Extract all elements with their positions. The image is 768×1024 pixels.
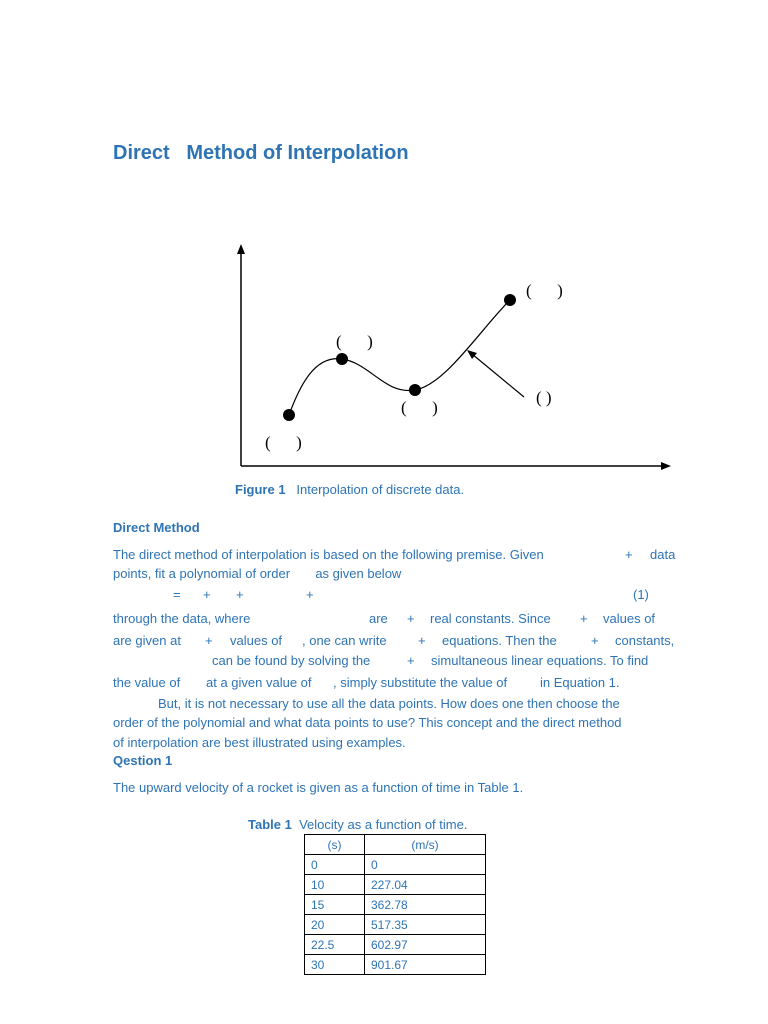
question-text: The upward velocity of a rocket is given as a function of time in Table 1. (113, 780, 524, 795)
cell-velocity: 362.78 (365, 895, 486, 915)
para-line5-a: are given at (113, 633, 181, 648)
table-row (305, 875, 486, 895)
cell-time: 20 (305, 915, 365, 935)
velocity-table (304, 834, 486, 975)
para-line5-e: + (418, 633, 426, 648)
section-heading: Direct Method (113, 520, 200, 535)
header-velocity: (m/s) (365, 835, 486, 855)
eq-op-4: + (306, 587, 314, 602)
table-row (305, 915, 486, 935)
point-label-2: ( ) (336, 332, 373, 351)
page-title: Direct Method of Interpolation (113, 142, 409, 164)
x-axis-arrowhead (661, 462, 671, 470)
para-line9: order of the polynomial and what data points to use? This concept and the direct method (113, 715, 622, 730)
table-row (305, 935, 486, 955)
data-point (336, 353, 348, 365)
eq-op-1: = (173, 587, 181, 602)
para-line6-a: can be found by solving the (212, 653, 371, 668)
para-line1-a: The direct method of interpolation is based on the following premise. Given (113, 547, 544, 562)
eq-op-2: + (203, 587, 211, 602)
cell-time: 30 (305, 955, 365, 975)
pointer-arrow (472, 354, 524, 397)
para-line7-c: , simply substitute the value of (333, 675, 508, 690)
para-line5-d: , one can write (302, 633, 387, 648)
para-line5-h: constants, (615, 633, 675, 648)
arrow-label: ( ) (536, 388, 552, 407)
cell-time: 0 (305, 855, 365, 875)
cell-time: 22.5 (305, 935, 365, 955)
cell-time: 15 (305, 895, 365, 915)
para-line5-b: + (205, 633, 213, 648)
table-caption-text: Velocity as a function of time. (299, 817, 468, 832)
para-line4-f: values of (603, 611, 656, 626)
para-line6-c: simultaneous linear equations. To find (431, 653, 649, 668)
para-line4-a: through the data, where (113, 611, 251, 626)
eq-op-3: + (236, 587, 244, 602)
figure-caption-text: Interpolation of discrete data. (296, 482, 465, 497)
y-axis-arrowhead (237, 244, 245, 254)
equation-number: (1) (633, 587, 649, 602)
para-line5-c: values of (230, 633, 283, 648)
para-line7-a: the value of (113, 675, 181, 690)
para-line4-c: + (407, 611, 415, 626)
point-label-4: ( ) (526, 281, 563, 300)
data-point (409, 384, 421, 396)
cell-velocity: 517.35 (365, 915, 486, 935)
table-caption (248, 817, 467, 832)
table-row (305, 895, 486, 915)
para-line7-d: in Equation 1. (540, 675, 620, 690)
table-header-row (305, 835, 486, 855)
table-row (305, 955, 486, 975)
para-line1-c: data (650, 547, 676, 562)
table-row (305, 855, 486, 875)
para-line5-g: + (591, 633, 599, 648)
point-label-1: ( ) (265, 433, 302, 452)
para-line10: of interpolation are best illustrated using examples. (113, 735, 406, 750)
para-line4-e: + (580, 611, 588, 626)
data-point (283, 409, 295, 421)
question-heading: Qestion 1 (113, 753, 173, 768)
cell-velocity: 0 (365, 855, 486, 875)
cell-time: 10 (305, 875, 365, 895)
para-line8: But, it is not necessary to use all the data points. How does one then choose the (158, 696, 620, 711)
point-label-3: ( ) (401, 398, 438, 417)
para-line6-b: + (407, 653, 415, 668)
cell-velocity: 227.04 (365, 875, 486, 895)
figure-caption (235, 482, 464, 497)
para-line4-d: real constants. Since (430, 611, 551, 626)
para-line5-f: equations. Then the (442, 633, 557, 648)
para-line7-b: at a given value of (206, 675, 312, 690)
header-time: (s) (305, 835, 365, 855)
cell-velocity: 602.97 (365, 935, 486, 955)
para-line2: points, fit a polynomial of order as given below (113, 566, 402, 581)
figure-label: Figure 1 (235, 482, 286, 497)
cell-velocity: 901.67 (365, 955, 486, 975)
data-point (504, 294, 516, 306)
para-line1-b: + (625, 547, 633, 562)
para-line4-b: are (369, 611, 388, 626)
table-label: Table 1 (248, 817, 292, 832)
